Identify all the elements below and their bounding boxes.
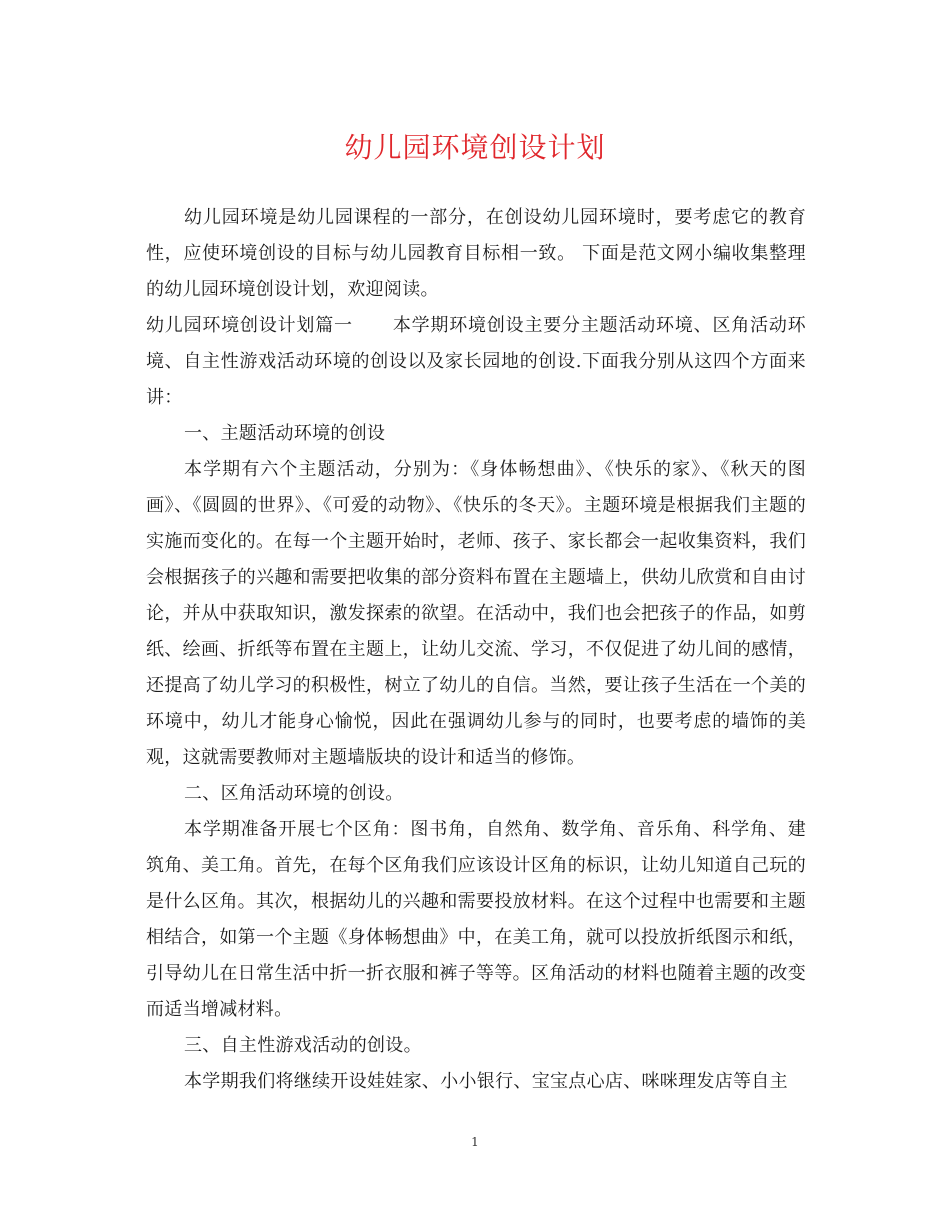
section-1-heading: 一、主题活动环境的创设 [184,423,386,444]
section-1-body: 本学期有六个主题活动，分别为：《身体畅想曲》、《快乐的家》、《秋天的图画》、《圆圆的世界》、《可爱的动物》、《快乐的冬天》。主题环境是根据我们主题的实施而变化的。在每一个主题开始时，老师、孩子、家长都会一起收集资料，我们会根据孩子的兴趣和需要把收集的部分资料布置在主题墙上，供幼儿欣赏和自由讨论，并从中获取知识，激发探索的欲望。在活动中，我们也会把孩子的作品，如剪纸、绘画、折纸等布置在主题上，让幼儿交流、学习，不仅促进了幼儿间的感情，还提高了幼儿学习的积极性，树立了幼儿的自信。当然，要让孩子生活在一个美的环境中，幼儿才能身心愉悦，因此在强调幼儿参与的同时，也要考虑的墙饰的美观，这就需要教师对主题墙版块的设计和适当的修饰。 [146,459,806,768]
section-3-heading: 三、自主性游戏活动的创设。 [184,1035,422,1056]
part-paragraph [146,308,806,416]
document-title: 幼儿园环境创设计划 [344,131,606,164]
section-2-heading: 二、区角活动环境的创设。 [184,783,404,804]
page-number: 1 [471,1135,479,1149]
intro-paragraph: 幼儿园环境是幼儿园课程的一部分，在创设幼儿园环境时，要考虑它的教育性，应使环境创设的目标与幼儿园教育目标相一致。 下面是范文网小编收集整理的幼儿园环境创设计划，欢迎阅读。 [146,207,806,300]
section-2-body: 本学期准备开展七个区角：图书角，自然角、数学角、音乐角、科学角、建筑角、美工角。首先，在每个区角我们应该设计区角的标识，让幼儿知道自己玩的是什么区角。其次，根据幼儿的兴趣和需要投放材料。在这个过程中也需要和主题相结合，如第一个主题《身体畅想曲》中，在美工角，就可以投放折纸图示和纸，引导幼儿在日常生活中折一折衣服和裤子等等。区角活动的材料也随着主题的改变而适当增减材料。 [146,819,806,1020]
section-3-body: 本学期我们将继续开设娃娃家、小小银行、宝宝点心店、咪咪理发店等自主 [184,1071,788,1092]
part-intro: 本学期环境创设主要分主题活动环境、区角活动环境、自主性游戏活动环境的创设以及家长园地的创设.下面我分别从这四个方面来讲： [146,315,806,408]
part-label: 幼儿园环境创设计划篇一 [146,315,353,336]
document-body [146,200,806,1100]
